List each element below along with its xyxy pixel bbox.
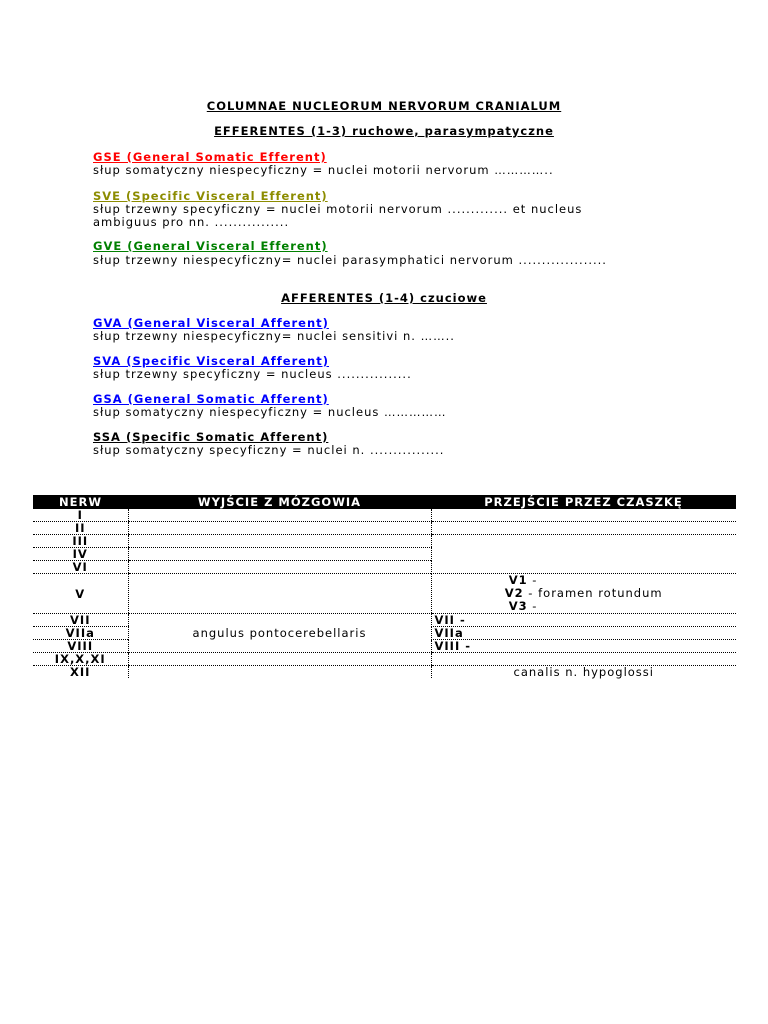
- exit-cell: [128, 653, 431, 666]
- table-row: [33, 509, 736, 522]
- gva-desc: słup trzewny niespecyficzny= nuclei sensitivi n. ……..: [93, 329, 455, 343]
- exit-cell: [128, 522, 431, 535]
- v3-line: [509, 600, 659, 613]
- passage-cell: [431, 653, 736, 666]
- passage-cell: [431, 535, 736, 574]
- table-row: [33, 614, 736, 627]
- gve-label: GVE (General Visceral Efferent): [93, 239, 328, 253]
- sva-label: SVA (Specific Visceral Afferent): [93, 354, 329, 368]
- table-header-row: [33, 495, 736, 509]
- passage-cell: VII -: [431, 614, 736, 627]
- v3-label: V3: [508, 599, 528, 613]
- exit-cell: [128, 509, 431, 522]
- nerve-cell: VIIa: [33, 627, 128, 640]
- table-row: [33, 522, 736, 535]
- nerve-cell: IV: [33, 548, 128, 561]
- exit-cell-angulus: angulus pontocerebellaris: [128, 614, 431, 653]
- table-row: [33, 653, 736, 666]
- afferentes-heading: AFFERENTES (1-4) czuciowe: [281, 291, 487, 305]
- exit-cell: [128, 666, 431, 679]
- passage-cell: [431, 574, 736, 614]
- gva-label: GVA (General Visceral Afferent): [93, 316, 329, 330]
- exit-cell: [128, 561, 431, 574]
- sve-desc-continued: ambiguus pro nn. ................: [93, 215, 290, 229]
- passage-cell: canalis n. hypoglossi: [431, 666, 736, 679]
- gsa-desc: słup somatyczny niespecyficzny = nucleus ……………: [93, 405, 447, 419]
- nerve-cell: IX,X,XI: [33, 653, 128, 666]
- nerve-cell: VII: [33, 614, 128, 627]
- sve-desc: słup trzewny specyficzny = nuclei motorii nervorum ............. et nucleus: [93, 202, 583, 216]
- passage-cell: [431, 509, 736, 522]
- v2-text: - foramen rotundum: [523, 586, 663, 600]
- ssa-desc: słup somatyczny specyficzny = nuclei n. ................: [93, 443, 445, 457]
- nerve-cell: VIII: [33, 640, 128, 653]
- header-przejscie: PRZEJŚCIE PRZEZ CZASZKĘ: [431, 495, 736, 509]
- cranial-nerves-table: [33, 495, 736, 678]
- header-wyjscie: WYJŚCIE Z MÓZGOWIA: [128, 495, 431, 509]
- v3-text: -: [527, 599, 538, 613]
- v1-label: V1: [508, 573, 528, 587]
- passage-cell: VIIa: [431, 627, 736, 640]
- gse-label: GSE (General Somatic Efferent): [93, 150, 327, 164]
- v2-label: V2: [504, 586, 524, 600]
- ssa-label: SSA (Specific Somatic Afferent): [93, 430, 329, 444]
- sve-label: SVE (Specific Visceral Efferent): [93, 189, 328, 203]
- nerve-cell: III: [33, 535, 128, 548]
- gsa-label: GSA (General Somatic Afferent): [93, 392, 329, 406]
- nerve-cell: VI: [33, 561, 128, 574]
- table-row: [33, 535, 736, 548]
- header-nerw: NERW: [33, 495, 128, 509]
- nerve-cell: XII: [70, 665, 91, 679]
- trigeminal-branches: [504, 573, 663, 613]
- nerve-cell: II: [33, 522, 128, 535]
- table-row: [33, 574, 736, 614]
- passage-cell: [431, 522, 736, 535]
- sva-desc: słup trzewny specyficzny = nucleus ................: [93, 367, 412, 381]
- nerve-cell: I: [33, 509, 128, 522]
- passage-cell: VIII -: [431, 640, 736, 653]
- efferentes-heading: EFFERENTES (1-3) ruchowe, parasympatyczne: [214, 124, 554, 138]
- v1-text: -: [527, 573, 538, 587]
- gve-desc: słup trzewny niespecyficzny= nuclei parasymphatici nervorum ...................: [93, 253, 607, 267]
- exit-cell: [128, 548, 431, 561]
- page-title: COLUMNAE NUCLEORUM NERVORUM CRANIALUM: [206, 99, 562, 113]
- exit-cell: [128, 574, 431, 614]
- gse-desc: słup somatyczny niespecyficzny = nuclei motorii nervorum …………..: [93, 163, 554, 177]
- table-row: [33, 666, 736, 679]
- nerve-cell: V: [33, 574, 128, 614]
- exit-cell: [128, 535, 431, 548]
